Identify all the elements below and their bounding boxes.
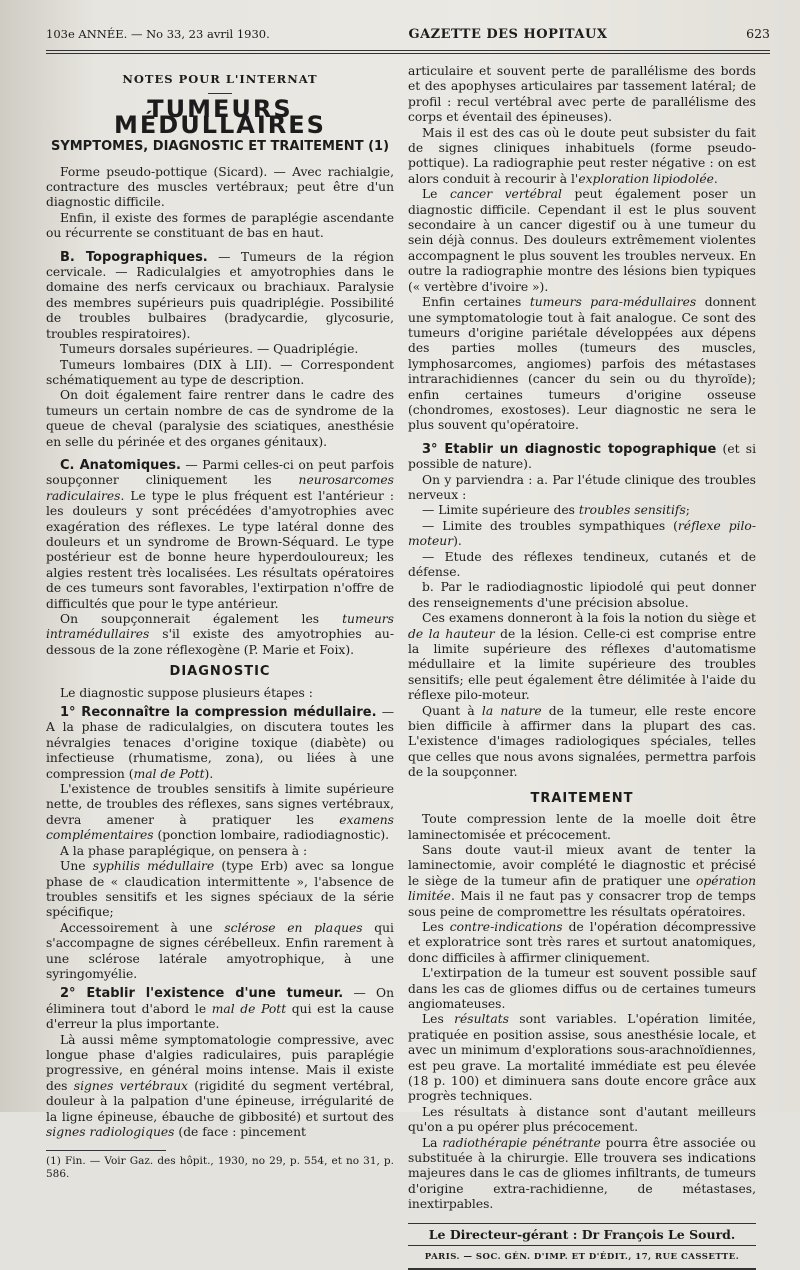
subsection-heading: C. Anatomiques. [60, 457, 181, 473]
page-header [46, 26, 770, 46]
paragraph: On doit également faire rentrer dans le cadre des tumeurs un certain nombre de cas de syndrome de la queue de cheval (paralysie des sciatiques, anesthésie en selle du périnée et des organes génitaux). [46, 388, 394, 449]
paragraph: 2° Etablir l'existence d'une tumeur. — On éliminera tout d'abord le mal de Pott qui est la cause d'erreur la plus importante. [46, 986, 394, 1032]
paragraph: Accessoirement à une sclérose en plaques qui s'accompagne de signes cérébelleux. Enfin rarement à une sclérose latérale amyotrophique, à une syringomyélie. [46, 920, 394, 981]
columns [46, 64, 770, 1270]
paragraph: On y parviendra : a. Par l'étude clinique des troubles nerveux : [408, 472, 756, 502]
paragraph: articulaire et souvent perte de parallélisme des bords et des apophyses articulaires par tassement latéral; de profil : recul vertébral avec perte de parallélisme des corps et éventail des épineuses). [408, 64, 756, 125]
paragraph: Les contre-indications de l'opération décompressive et exploratrice sont très rares et surtout anatomiques, donc difficiles à affirmer cliniquement. [408, 919, 756, 965]
paragraph: Tumeurs lombaires (DIX à LII). — Correspondent schématiquement au type de description. [46, 357, 394, 387]
step-heading: 2° Etablir l'existence d'une tumeur. [60, 986, 344, 1002]
paragraph: A la phase paraplégique, on pensera à : [60, 843, 308, 858]
section-label: NOTES POUR L'INTERNAT [122, 72, 318, 86]
paragraph: 1° Reconnaître la compression médullaire. — A la phase de radiculalgies, on discutera toutes les névralgies tenaces d'origine toxique (diabète) ou infectieuse (rhumatisme, zona), ou liées à une compression (mal de Pott). [46, 705, 394, 781]
footnote: (1) Fin. — Voir Gaz. des hôpit., 1930, no 29, p. 554, et no 31, p. 586. [46, 1155, 394, 1181]
paragraph: B. Topographiques. — Tumeurs de la région cervicale. — Radiculalgies et amyotrophies dans le domaine des nerfs cervicaux ou brachiaux. Paralysie des membres supérieurs puis quadriplégie. Possibilité de troubles bulbaires (bradycardie, glycosurie, troubles respiratoires). [46, 249, 394, 341]
director-line: Le Directeur-gérant : Dr François Le Sourd. [408, 1223, 756, 1246]
paragraph: L'extirpation de la tumeur est souvent possible sauf dans les cas de gliomes diffus ou de certaines tumeurs angiomateuses. [408, 966, 756, 1011]
paragraph: Une syphilis médullaire (type Erb) avec sa longue phase de « claudication intermittente », l'absence de troubles sensitifs et les signes spéciaux de la série spécifique; [46, 859, 394, 920]
paragraph: b. Par le radiodiagnostic lipiodolé qui peut donner des renseignements d'une précision absolue. [408, 580, 756, 610]
paragraph: Les résultats à distance sont d'autant meilleurs qu'on a pu opérer plus précocement. [408, 1104, 756, 1135]
issue-line: 103e ANNÉE. — No 33, 23 avril 1930. [46, 27, 270, 41]
paragraph: L'existence de troubles sensitifs à limite supérieure nette, de troubles des réflexes, sans signes vertébraux, devra amener à pratiquer les examens complémentaires (ponction lombaire, radiodiagnostic). [46, 782, 394, 843]
paragraph: C. Anatomiques. — Parmi celles-ci on peut parfois soupçonner cliniquement les neurosarcomes radiculaires. Le type le plus fréquent est l'antérieur : les douleurs y sont précédées d'amyotrophies avec exagération des réflexes. Le type latéral donne des douleurs et un syndrome de Brown-Séquard. Le type postérieur est de bonne heure hyperdouloureux; les algies restent très localisées. Les résultats opératoires de ces tumeurs sont favorables, l'extirpation n'offre de difficultés que pour le type antérieur. [46, 457, 395, 611]
paragraph: 3° Etablir un diagnostic topographique (et si possible de nature). [408, 441, 757, 472]
section-heading: DIAGNOSTIC [169, 664, 271, 680]
paragraph: Tumeurs dorsales supérieures. — Quadriplégie. [60, 342, 359, 357]
list-item: — Limite des troubles sympathiques (réflexe pilo-moteur). [408, 518, 756, 549]
paragraph: Quant à la nature de la tumeur, elle reste encore bien difficile à affirmer dans la plupart des cas. L'existence d'images radiologiques spéciales, telles que celles que nous avons signalées, permettra parfois de la soupçonner. [408, 703, 756, 780]
footnote-rule [46, 1150, 166, 1151]
page-number: 623 [746, 26, 770, 41]
article-subtitle: SYMPTOMES, DIAGNOSTIC ET TRAITEMENT (1) [50, 139, 390, 155]
paragraph: Enfin, il existe des formes de paraplégie ascendante ou récurrente se constituant de bas en haut. [46, 210, 394, 241]
divider [208, 93, 232, 94]
list-item: — Etude des réflexes tendineux, cutanés et de défense. [408, 549, 756, 579]
paragraph: Les résultats sont variables. L'opération limitée, pratiquée en position assise, sous anesthésie locale, et avec un minimum d'explorations sous-arachnoïdiennes, est peu grave. La mortalité immédiate est peu élevée (18 p. 100) et diminuera sans doute encore grâce aux progrès techniques. [408, 1012, 756, 1104]
journal-title: GAZETTE DES HOPITAUX [408, 27, 608, 42]
paragraph: Le diagnostic suppose plusieurs étapes : [60, 685, 313, 700]
paragraph: Enfin certaines tumeurs para-médullaires donnent une symptomatologie tout à fait analogue. Ce sont des tumeurs d'origine pariétale développées aux dépens des parties molles (tumeurs des muscles, lymphosarcomes, angiomes) parfois des métastases intrarachidiennes (cancer du sein ou du thyroïde); enfin certaines tumeurs d'origine osseuse (chondromes, exostoses). Leur diagnostic ne sera le plus souvent qu'opératoire. [408, 295, 756, 433]
right-column [408, 64, 756, 1270]
paragraph: Forme pseudo-pottique (Sicard). — Avec rachialgie, contracture des muscles vertébraux; peut être d'un diagnostic difficile. [46, 164, 394, 210]
paragraph: Ces examens donneront à la fois la notion du siège et de la hauteur de la lésion. Celle-ci est comprise entre la limite supérieure des réflexes d'automatisme médullaire et la limite supérieure des troubles sensitifs; elle peut également être délimitée à l'aide du réflexe pilo-moteur. [408, 611, 756, 703]
subsection-heading: B. Topographiques. [60, 249, 208, 265]
imprint-line: PARIS. — SOC. GÉN. D'IMP. ET D'ÉDIT., 17, RUE CASSETTE. [408, 1250, 756, 1270]
list-item: — Limite supérieure des troubles sensitifs; [422, 503, 690, 518]
paragraph: La radiothérapie pénétrante pourra être associée ou substituée à la chirurgie. Elle trouvera ses indications majeures dans le cas de gliomes infiltrants, de tumeurs d'origine extra-rachidienne, de métastases, inextirpables. [408, 1135, 756, 1212]
paragraph: Mais il est des cas où le doute peut subsister du fait de signes cliniques inhabituels (forme pseudo-pottique). La radiographie peut rester négative : on est alors conduit à recourir à l'exploration lipiodolée. [408, 125, 756, 186]
paragraph: On soupçonnerait également les tumeurs intramédullaires s'il existe des amyotrophies au-dessous de la zone réflexogène (P. Marie et Foix). [46, 612, 394, 657]
paragraph: Sans doute vaut-il mieux avant de tenter la laminectomie, avoir complété le diagnostic et précisé le siège de la tumeur afin de pratiquer une opération limitée. Mais il ne faut pas y consacrer trop de temps sous peine de compromettre les résultats opératoires. [408, 842, 756, 919]
left-column [46, 64, 394, 1270]
step-heading: 1° Reconnaître la compression médullaire. [60, 705, 377, 721]
section-heading: TRAITEMENT [530, 790, 634, 806]
paragraph: Le cancer vertébral peut également poser un diagnostic difficile. Cependant il est le plus souvent secondaire à un cancer digestif ou à une tumeur du sein déjà connus. Des douleurs extrêmement violentes accompagnent le plus souvent les troubles nerveux. En outre la radiographie montre des lésions bien typiques (« vertèbre d'ivoire »). [408, 187, 756, 294]
paragraph: Toute compression lente de la moelle doit être laminectomisée et précocement. [408, 812, 756, 842]
article-title: TUMEURS MÉDULLAIRES [114, 95, 326, 139]
step-heading: 3° Etablir un diagnostic topographique [422, 441, 717, 457]
header-rule [46, 50, 770, 54]
paragraph: Là aussi même symptomatologie compressive, avec longue phase d'algies radiculaires, puis paraplégie progressive, en général moins intense. Mais il existe des signes vertébraux (rigidité du segment vertébral, douleur à la palpation d'une épineuse, irrégularité de la ligne épineuse, ébauche de gibbosité) et surtout des signes radiologiques (de face : pincement [46, 1032, 394, 1139]
